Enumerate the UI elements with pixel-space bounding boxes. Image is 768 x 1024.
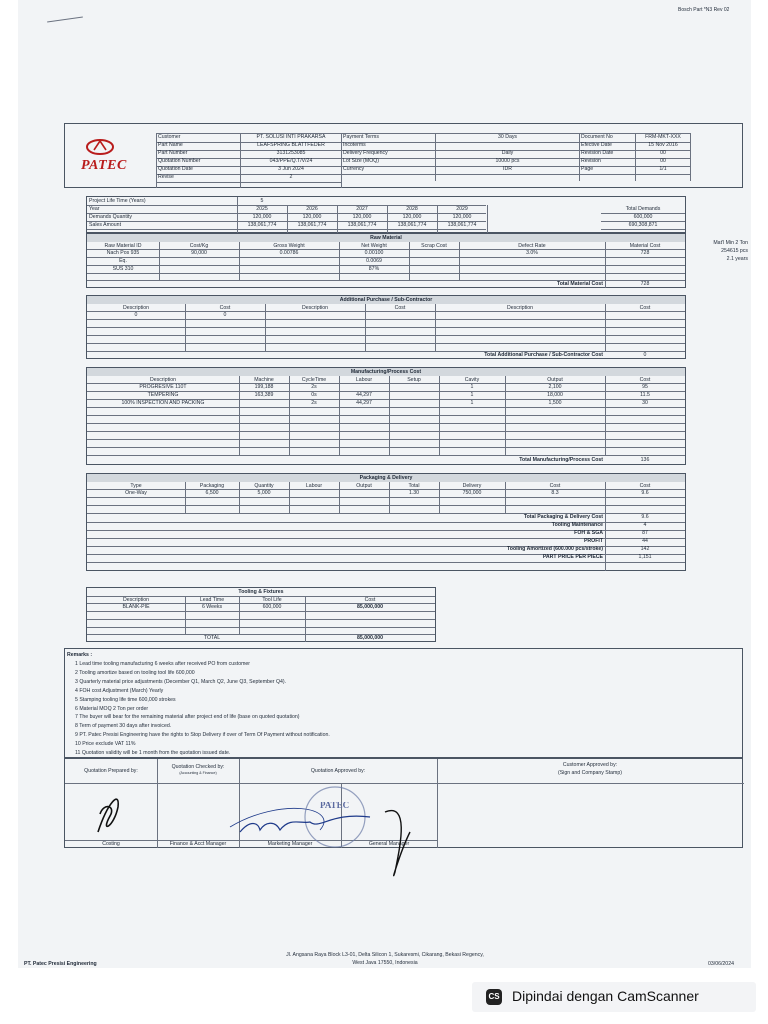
additional-header: Description	[507, 305, 533, 311]
header-value: 00	[660, 150, 666, 156]
header-label: Currency	[343, 166, 365, 172]
manufacturing-header: Machine	[254, 377, 274, 383]
additional-header: Cost	[394, 305, 406, 311]
header-label: Incoterms	[343, 142, 366, 148]
remark-item: 9 PT. Patec Presisi Engineering have the rights to Stop Delivery if over of Term Of Payment without notification.	[75, 732, 330, 739]
remark-item: 8 Term of payment 30 days after invoiced.	[75, 723, 172, 730]
header-label: Document No	[581, 134, 613, 140]
raw-material-header: Scrap Cost	[421, 243, 447, 249]
manufacturing-total-value: 136	[640, 457, 650, 463]
footer-date: 03/06/2024	[708, 961, 734, 967]
header-value: 043/PPE/Q.T/V/24	[269, 158, 313, 164]
signatures-and-stamp	[80, 772, 430, 897]
manufacturing-cell: 1	[470, 392, 474, 398]
tooling-cell: 85,000,000	[357, 604, 383, 610]
raw-material-header: Cost/Kg	[189, 243, 209, 249]
document-reference: Bosch Part *N3 Rev 02	[678, 7, 730, 13]
raw-material-cell: 3.0%	[526, 250, 538, 256]
header-value: 1/1	[659, 166, 667, 172]
quotation-header	[64, 123, 743, 188]
manufacturing-total-label: Total Manufacturing/Process Cost	[519, 457, 603, 463]
manufacturing-header: Output	[547, 377, 563, 383]
packaging-cell: One-Way	[125, 490, 147, 496]
additional-purchase-section	[86, 295, 686, 359]
project-demand: 120,000	[452, 214, 472, 220]
camscanner-watermark	[472, 982, 756, 1012]
packaging-section	[86, 473, 686, 571]
manufacturing-cell: 95	[642, 384, 648, 390]
manufacturing-cell: 100% INSPECTION AND PACKING	[121, 400, 205, 406]
header-label: Quotation Date	[158, 166, 193, 172]
manufacturing-title: Manufacturing/Process Cost	[350, 369, 422, 375]
remarks-title: Remarks :	[67, 652, 93, 658]
tooling-total-label: TOTAL	[203, 635, 221, 641]
raw-material-cell: 87%	[368, 266, 380, 272]
role-general: General Manager	[368, 841, 410, 847]
header-value: 30 Days	[497, 134, 518, 140]
tooling-section	[86, 587, 436, 642]
project-sales: 138,061,774	[397, 222, 427, 228]
packaging-header: Delivery	[462, 483, 482, 489]
manufacturing-cell: 2,100	[548, 384, 562, 390]
tooling-cell: 600,000	[262, 604, 282, 610]
additional-total-label: Total Additional Purchase / Sub-Contractor Cost	[484, 352, 603, 358]
checked-by-sub: (Accounting & Finance)	[179, 771, 217, 775]
project-life-label: Project Life Time (Years)	[89, 198, 146, 204]
packaging-summary-value: 9.6	[641, 514, 649, 520]
header-label: Customer	[158, 134, 181, 140]
remark-item: 10 Price exclude VAT 11%	[75, 741, 136, 748]
manufacturing-header: Cost	[639, 377, 651, 383]
manufacturing-header: Labour	[355, 377, 373, 383]
additional-total-value: 0	[643, 352, 647, 358]
raw-material-cell: 0.00100	[364, 250, 384, 256]
tooling-total-value: 85,000,000	[357, 635, 383, 641]
packaging-summary-label: Tooling Amortized (600.000 pcs/stroke)	[507, 546, 603, 552]
header-value: 10000 pcs	[495, 158, 520, 164]
prepared-by-label: Quotation Prepared by:	[84, 768, 138, 774]
company-logo-text: PATEC	[81, 158, 127, 173]
header-value: FRM-MKT-XXX	[645, 134, 681, 140]
project-year: 2028	[406, 206, 418, 212]
manufacturing-cell: 0s	[311, 392, 317, 398]
packaging-cell: 5,000	[257, 490, 271, 496]
header-label: Revise	[158, 174, 174, 180]
manufacturing-cell: 1,500	[548, 400, 562, 406]
packaging-cell: 1.30	[408, 490, 420, 496]
role-costing: Costing	[102, 841, 120, 847]
raw-material-cell: Eq.	[119, 258, 127, 264]
remark-item: 11 Quotation validity will be 1 month from the quotation issued date.	[75, 750, 231, 756]
packaging-cell: 6,500	[205, 490, 219, 496]
tooling-header: Description	[123, 597, 149, 603]
packaging-summary-label: PART PRICE PER PIECE	[542, 554, 603, 560]
packaging-summary-value: 142	[640, 546, 650, 552]
packaging-summary-label: Total Packaging & Delivery Cost	[523, 514, 603, 520]
header-value: 2	[289, 174, 293, 180]
packaging-summary-value: 87	[642, 530, 648, 536]
additional-purchase-title: Additional Purchase / Sub-Contractor	[339, 297, 433, 303]
manufacturing-header: Description	[150, 377, 176, 383]
header-label: Part Name	[158, 142, 183, 148]
project-sales-label: Sales Amount	[89, 222, 122, 228]
header-label: Efective Date	[581, 142, 612, 148]
packaging-cell: 8.3	[551, 490, 559, 496]
raw-material-section	[86, 233, 686, 288]
project-section	[86, 196, 686, 233]
manufacturing-cell: 2s	[311, 384, 317, 390]
raw-material-header: Material Cost	[629, 243, 661, 249]
additional-cell: 0	[134, 312, 138, 318]
header-value: 3 Jun 2024	[278, 166, 304, 172]
additional-header: Description	[302, 305, 328, 311]
total-material-label: Total Material Cost	[556, 281, 603, 287]
manufacturing-cell: 1	[470, 384, 474, 390]
patec-logo-icon	[85, 138, 115, 160]
manufacturing-header: Cavity	[464, 377, 480, 383]
manufacturing-header: CycleTime	[301, 377, 327, 383]
checked-by-label: Quotation Checked by:	[171, 764, 225, 770]
manufacturing-cell: 30	[642, 400, 648, 406]
project-sales: 138,061,774	[247, 222, 277, 228]
footer-company: PT. Patec Presisi Engineering	[24, 961, 97, 967]
remark-item: 3 Quarterly material price adjustments (December Q1, March Q2, June Q3, September Q4).	[75, 678, 287, 685]
remark-item: 7 The buyer will bear for the remaining material after project end of life (base on quoted quotation)	[75, 714, 300, 721]
tooling-header: Lead Time	[199, 597, 225, 603]
packaging-title: Packaging & Delivery	[359, 475, 413, 481]
header-label: Revision Date	[581, 150, 614, 156]
manufacturing-cell: 18,000	[547, 392, 563, 398]
raw-material-cell: SUS 310	[112, 266, 134, 272]
remarks-section	[64, 648, 743, 758]
total-demands-label: Total Demands	[625, 206, 661, 212]
raw-material-cell: 728	[640, 250, 650, 256]
manufacturing-cell: TEMPERING	[147, 392, 179, 398]
remark-item: 4 FOH cost Adjustment (March) Yearly	[75, 687, 164, 694]
project-sales: 138,061,774	[297, 222, 327, 228]
packaging-summary-label: FOH & SGA	[574, 530, 603, 536]
additional-header: Cost	[219, 305, 231, 311]
packaging-cell: 750,000	[462, 490, 482, 496]
camscanner-label: Dipindai dengan CamScanner	[512, 988, 699, 1004]
packaging-header: Quantity	[254, 483, 274, 489]
footer-address-2: West Java 17550, Indonesia	[352, 960, 418, 966]
manufacturing-cell: 1	[470, 400, 474, 406]
manufacturing-cell: 44,297	[356, 392, 372, 398]
manufacturing-header: Setup	[407, 377, 421, 383]
header-label: Lot Size (MOQ)	[343, 158, 380, 164]
project-year: 2029	[456, 206, 468, 212]
project-year-label: Year	[89, 206, 100, 212]
role-marketing: Marketing Manager	[267, 841, 313, 847]
raw-material-cell: 0.0069	[366, 258, 382, 264]
tooling-title: Tooling & Fixtures	[238, 589, 284, 595]
manufacturing-cell: PROGRESIVE 110T	[139, 384, 187, 390]
manufacturing-cell: 44,297	[356, 400, 372, 406]
header-value: LEAFSPRING BLATTFEDER	[257, 142, 325, 148]
raw-material-header: Net Weight	[361, 243, 387, 249]
customer-approved-sub: (Sign and Company Stamp)	[557, 770, 622, 776]
remark-item: 2 Tooling amortize based on tooling tool life 600,000	[75, 669, 195, 676]
material-side-note: 254615 pcs	[721, 248, 748, 254]
header-value: Daily	[501, 150, 514, 156]
remark-item: 1 Lead time tooling manufacturing 6 weeks after received PO from customer	[75, 661, 251, 667]
header-label: Revision	[581, 158, 601, 164]
header-label: Page	[581, 166, 594, 172]
packaging-summary-value: 44	[642, 538, 648, 544]
tooling-header: Cost	[364, 597, 376, 603]
raw-material-title: Raw Material	[370, 235, 402, 241]
company-stamp: PATEC	[320, 802, 350, 809]
raw-material-cell: 0.00786	[279, 250, 299, 256]
packaging-header: Packaging	[199, 483, 225, 489]
manufacturing-section	[86, 367, 686, 465]
additional-cell: 0	[223, 312, 227, 318]
packaging-cell: 9.6	[641, 490, 649, 496]
manufacturing-cell: 11.5	[640, 392, 650, 398]
packaging-summary-label: PROFIT	[583, 538, 603, 544]
packaging-header: Cost	[639, 483, 651, 489]
total-demands-value: 600,000	[633, 214, 653, 220]
project-sales: 138,061,774	[447, 222, 477, 228]
project-demand: 120,000	[302, 214, 322, 220]
approved-by-label: Quotation Approved by:	[310, 768, 366, 774]
header-value: PT. SOLUSI INTI PRAKARSA	[256, 134, 326, 140]
tooling-header: Tool Life	[262, 597, 282, 603]
header-label: Part Number	[158, 150, 188, 156]
packaging-summary-value: 1,151	[638, 554, 652, 560]
material-side-note: 2.1 years	[726, 256, 748, 262]
material-side-note: Mat'l Min 2 Ton	[713, 240, 748, 246]
packaging-header: Labour	[305, 483, 323, 489]
packaging-summary-label: Tooling Maintenance	[551, 522, 603, 528]
footer-address-1: Jl. Angsana Raya Block L3-01, Delta Silicon 1, Sukaresmi, Cikarang, Bekasi Regency,	[286, 952, 484, 958]
customer-approved-label: Customer Approved by:	[562, 762, 618, 768]
header-label: Payment Terms	[343, 134, 379, 140]
packaging-header: Type	[130, 483, 142, 489]
manufacturing-cell: 2s	[311, 400, 317, 406]
additional-header: Cost	[639, 305, 651, 311]
project-year: 2026	[306, 206, 318, 212]
header-value: 00	[660, 158, 666, 164]
raw-material-header: Defect Rate	[518, 243, 546, 249]
project-sales: 138,061,774	[347, 222, 377, 228]
manufacturing-cell: 163,389	[254, 392, 274, 398]
packaging-header: Total	[408, 483, 420, 489]
additional-header: Description	[123, 305, 149, 311]
tooling-cell: 6 Weeks	[201, 604, 223, 610]
project-demand: 120,000	[352, 214, 372, 220]
raw-material-header: Raw Material ID	[104, 243, 142, 249]
project-year: 2027	[356, 206, 368, 212]
packaging-summary-value: 4	[643, 522, 647, 528]
packaging-header: Output	[356, 483, 372, 489]
project-life-value: 5	[260, 198, 264, 204]
project-demand: 120,000	[252, 214, 272, 220]
role-finance: Finance & Acct Manager	[169, 841, 227, 847]
raw-material-cell: 90,000	[191, 250, 207, 256]
project-demand: 120,000	[402, 214, 422, 220]
project-demand-label: Demands Quantity	[89, 214, 132, 220]
raw-material-cell: Nach Pos 935	[106, 250, 140, 256]
raw-material-header: Gross Weight	[273, 243, 305, 249]
remark-item: 5 Stamping tooling life time 600,000 strokes	[75, 696, 176, 703]
project-year: 2025	[256, 206, 268, 212]
header-label: Delivery Frequency	[343, 150, 388, 156]
total-sales-value: 690,308,871	[628, 222, 658, 228]
remark-item: 6 Material MOQ 2 Ton per order	[75, 705, 149, 712]
camscanner-logo-icon: CS	[486, 989, 502, 1005]
packaging-header: Cost	[549, 483, 561, 489]
header-value: 15 Nov 2016	[648, 142, 678, 148]
tooling-cell: BLANK-PIE	[122, 604, 150, 610]
header-value: 3131253085	[276, 150, 306, 156]
header-label: Quotation Number	[158, 158, 201, 164]
manufacturing-cell: 199,188	[254, 384, 274, 390]
total-material-value: 728	[640, 281, 650, 287]
header-value: IDR	[503, 166, 512, 172]
